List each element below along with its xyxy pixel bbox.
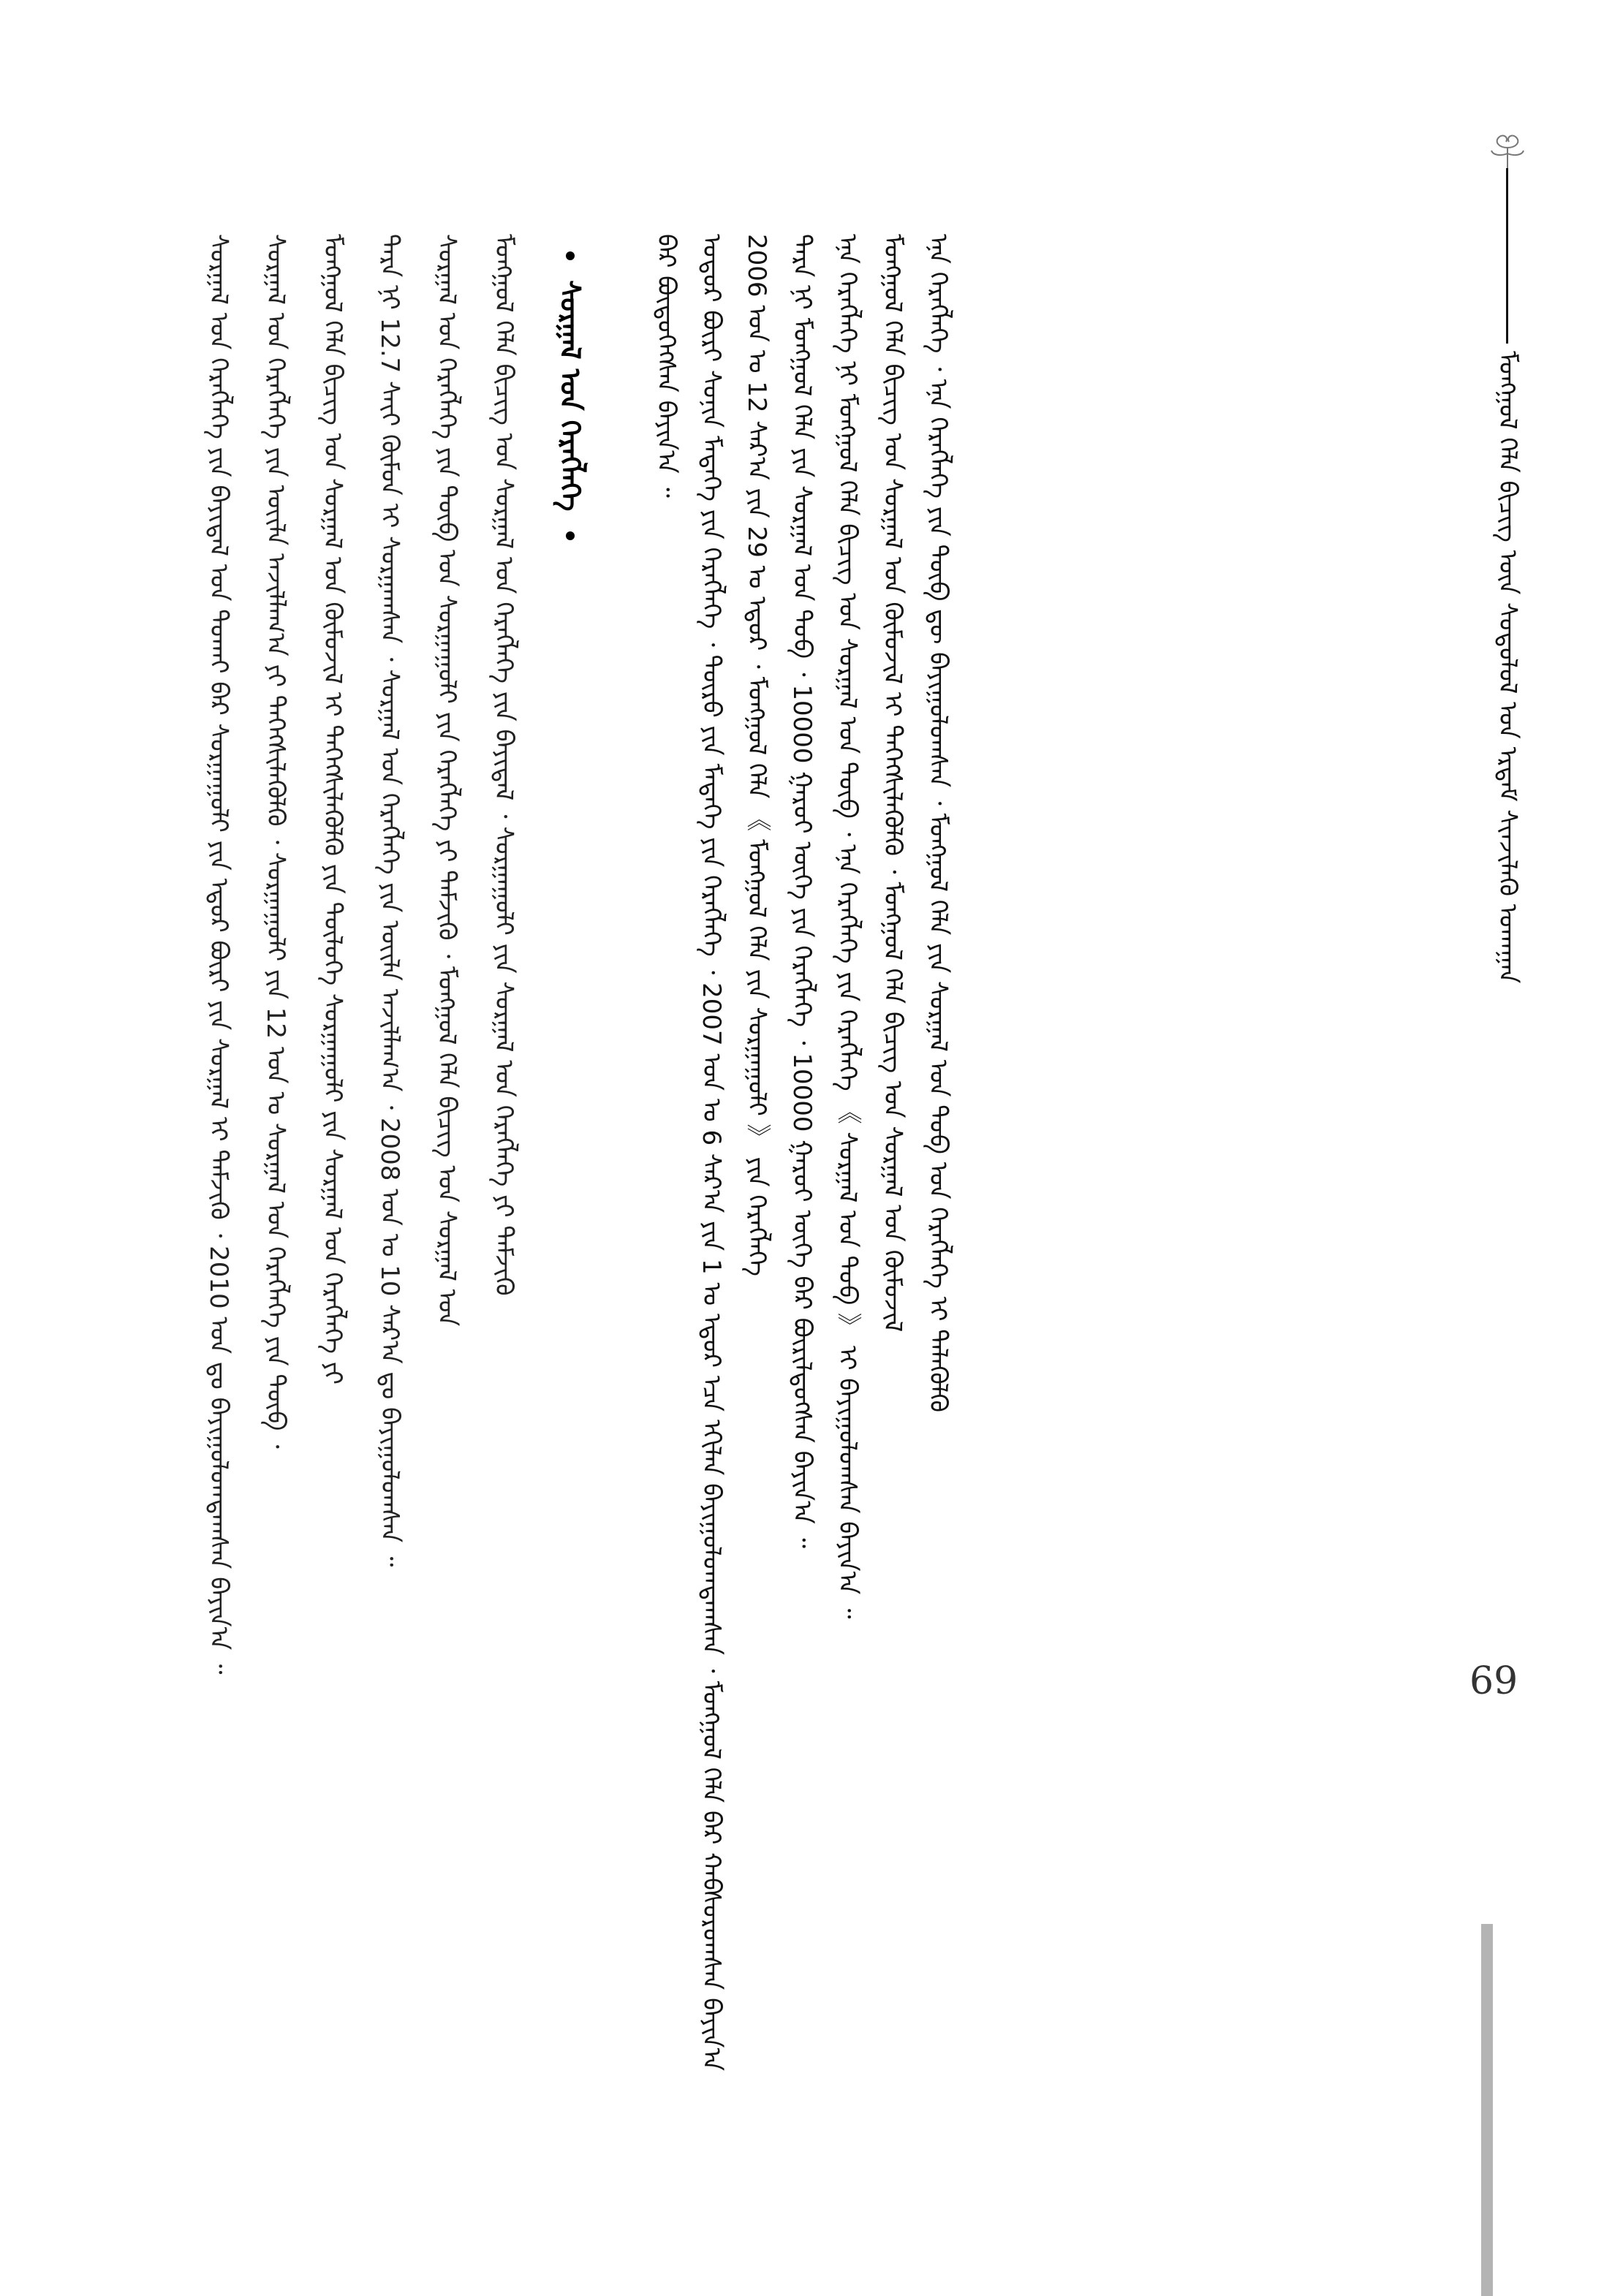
paragraph: ᠰᠤᠷᠭᠠᠯ ᠤᠨ ᠬᠡᠷᠡᠭᠯᠡᠭᠡ ᠶᠢᠨ ᠦᠢᠯᠡ ᠠᠵᠢᠯᠯᠠᠭ᠎ᠠ ᠶᠢ ᠳᠡᠭᠡᠭᠰᠢᠯᠡᠭᠦᠯᠬᠦ ᠂ ᠰᠤᠷᠭᠠᠭᠤᠯᠢ ᠶᠢᠨ 12 ᠣᠨ ᠤ ᠰᠤᠷᠭᠠᠯ ᠤᠨ ᠬᠡᠷᠡᠭᠯᠡᠭᠡ ᠶᠢᠨ ᠲᠦᠪ ᠂ — [261, 234, 290, 1449]
lower-body-text — [190, 234, 534, 2273]
paragraph: ᠰᠤᠷᠭᠠᠯ ᠤᠨ ᠬᠡᠷᠡᠭᠯᠡᠭᠡ ᠶᠢᠨ ᠲᠦᠪ ᠤᠨ ᠰᠤᠷᠭᠠᠭᠤᠯᠢ ᠶᠢᠨ ᠬᠡᠷᠡᠭᠯᠡᠭᠡ ᠶᠢ ᠳᠡᠮᠵᠢᠬᠦ ᠂ ᠮᠣᠩᠭᠣᠯ ᠬᠡᠯᠡ ᠪᠢᠴᠢᠭ ᠤᠨ ᠰᠤᠷᠭᠠᠯ ᠤᠨ — [432, 234, 461, 1327]
paragraph: ᠡᠨᠡ ᠬᠡᠷᠡᠭᠯᠡᠭᠡ ᠨᠢ ᠮᠣᠩᠭᠣᠯ ᠬᠡᠯᠡ ᠪᠢᠴᠢᠭ ᠤᠨ ᠰᠤᠷᠭᠠᠯ ᠤᠨ ᠲᠦᠪ ᠂ ᠡᠨᠡ ᠬᠡᠷᠡᠭᠯᠡᠭᠡ ᠶᠢᠨ ᠬᠡᠷᠡᠭᠯᠡᠭᠡ 《 ᠰᠤᠷᠭᠠᠯ ᠤᠨ ᠲᠣᠪ 》 ᠢ ᠪᠠᠶᠢᠭᠤᠯᠤᠭᠰᠠᠨ ᠪᠠᠶᠢᠨ᠎ᠠ ᠃ — [833, 234, 862, 1619]
bullet-icon — [566, 251, 575, 260]
thumb-tab — [1481, 1924, 1493, 2296]
paragraph: ᠪᠠᠷ ᠪᠦᠲᠦᠭᠡᠭᠰᠡᠨ ᠪᠠᠶᠢᠨ᠎ᠠ ᠃ — [651, 234, 681, 498]
upper-body-text — [643, 234, 1316, 2273]
paragraph: ᠮᠣᠩᠭᠣᠯ ᠬᠡᠯᠡ ᠪᠢᠴᠢᠭ ᠤᠨ ᠰᠤᠷᠭᠠᠯ ᠤᠨ ᠬᠦᠮᠦᠵᠢᠯ ᠢ ᠳᠡᠭᠡᠭᠰᠢᠯᠡᠭᠦᠯᠬᠦ ᠶᠢᠨ ᠲᠥᠯᠦᠭᠡ ᠰᠤᠷᠭᠠᠭᠤᠯᠢ ᠶᠢᠨ ᠰᠤᠷᠭᠠᠯ ᠤᠨ ᠬᠡᠷᠡᠭᠯᠡᠭᠡ ᠶᠢ — [318, 234, 347, 1385]
paragraph: ᠲᠡᠷᠡ ᠨᠢ 12.7 ᠰᠠᠶ᠋ᠢ ᠬᠦᠮᠦᠨ ᠢ ᠰᠤᠷᠭᠠᠭᠰᠠᠨ ᠂ ᠰᠤᠷᠭᠠᠯ ᠤᠨ ᠬᠡᠷᠡᠭᠯᠡᠭᠡ ᠶᠢᠨ ᠦᠢᠯᠡ ᠠᠵᠢᠯᠯᠠᠭ᠎ᠠ ᠂ 2008 ᠣᠨ ᠤ 10 ᠰᠠᠷ᠎ᠠ ᠳᠤ ᠪᠠᠶᠢᠭᠤᠯᠤᠭᠰᠠᠨ ᠃ — [375, 234, 404, 1567]
bullet-icon — [566, 531, 575, 540]
header-rule — [1506, 168, 1508, 344]
section-heading-text: ᠰᠤᠷᠭᠠᠯ ᠤᠨ ᠬᠡᠷᠡᠭᠯᠡᠭᠡ — [554, 280, 586, 512]
header-ornament-icon — [1484, 132, 1531, 173]
paragraph: ᠤᠳᠤᠷ ᠪᠦᠷᠢ ᠰᠣᠨᠢᠨ ᠮᠡᠳᠡᠭᠡ ᠶᠢᠨ ᠬᠡᠷᠡᠭᠯᠡᠭᠡ ᠂ ᠲᠦᠷᠦ ᠶᠢᠨ ᠮᠡᠳᠡᠭᠡ ᠶᠢᠨ ᠬᠡᠷᠡᠭᠯᠡᠭᠡ ᠂ 2007 ᠣᠨ ᠤ 6 ᠰᠠᠷ᠎ᠠ ᠶᠢᠨ 1 ᠤ ᠡᠳᠦᠷ ᠡᠴᠡ ᠡᠬᠢᠯᠡᠨ ᠪᠠᠶᠢᠭᠤᠯᠤᠭᠳᠠᠭᠰᠠᠨ ᠂ ᠮᠣᠩᠭᠣᠯ ᠬᠡᠯᠡ ᠪᠡᠷ ᠬᠠᠪᠰᠤᠷᠤᠭᠰᠠᠨ ᠪᠠᠶᠢᠨ᠎ᠠ — [697, 234, 726, 2072]
paragraph: ᠲᠡᠷᠡ ᠨᠢ ᠮᠣᠩᠭᠣᠯ ᠬᠡᠯᠡ ᠶᠢᠨ ᠰᠤᠷᠭᠠᠯ ᠤᠨ ᠲᠣᠪ ᠂ 10000 ᠭᠠᠷᠤᠢ ᠦᠭᠡ ᠶᠢᠨ ᠬᠡᠷᠡᠭᠯᠡᠭᠡ ᠂ 10000 ᠭᠠᠷᠤᠢ ᠦᠭᠡ ᠪᠠᠷ ᠪᠦᠷᠢᠯᠳᠦᠭᠰᠡᠨ ᠪᠠᠶᠢᠨ᠎ᠠ ᠃ — [787, 234, 817, 1548]
section-heading — [545, 241, 596, 651]
paragraph: ᠮᠣᠩᠭᠣᠯ ᠬᠡᠯᠡ ᠪᠢᠴᠢᠭ ᠤᠨ ᠰᠤᠷᠭᠠᠯ ᠤᠨ ᠬᠡᠷᠡᠭᠯᠡᠭᠡ ᠶᠢᠨ ᠪᠠᠶᠢᠳᠠᠯ ᠂ ᠰᠤᠷᠭᠠᠭᠤᠯᠢ ᠶᠢᠨ ᠰᠤᠷᠭᠠᠯ ᠤᠨ ᠬᠡᠷᠡᠭᠯᠡᠭᠡ ᠶᠢ ᠳᠡᠮᠵᠢᠬᠦ — [489, 234, 518, 1296]
page-number: 69 — [1469, 1659, 1518, 1703]
paragraph: ᠡᠨᠡ ᠬᠡᠷᠡᠭᠯᠡᠭᠡ ᠂ ᠡᠨᠡ ᠬᠡᠷᠡᠭᠯᠡᠭᠡ ᠶᠢᠨ ᠲᠥᠪ ᠳᠦ ᠪᠠᠶᠢᠭᠤᠯᠤᠭᠰᠠᠨ ᠂ ᠮᠣᠩᠭᠣᠯ ᠬᠡᠯᠡ ᠶᠢᠨ ᠰᠤᠷᠭᠠᠯ ᠤᠨ ᠲᠣᠪ ᠤᠨ ᠬᠡᠷᠡᠭᠯᠡᠭᠡ ᠢ ᠲᠡᠯᠡᠭᠦᠯᠬᠦ — [923, 234, 953, 1413]
paragraph: ᠮᠣᠩᠭᠣᠯ ᠬᠡᠯᠡ ᠪᠢᠴᠢᠭ ᠤᠨ ᠰᠤᠷᠭᠠᠯ ᠤᠨ ᠬᠦᠮᠦᠵᠢᠯ ᠢ ᠳᠡᠭᠡᠭᠰᠢᠯᠡᠭᠦᠯᠬᠦ ᠂ ᠮᠣᠩᠭᠣᠯ ᠬᠡᠯᠡ ᠪᠢᠴᠢᠭ ᠤᠨ ᠰᠤᠷᠭᠠᠯ ᠤᠨ ᠬᠦᠮᠦᠵᠢᠯ — [878, 234, 907, 1333]
running-head: ᠮᠣᠩᠭᠣᠯ ᠬᠡᠯᠡ ᠪᠢᠴᠢᠭ ᠦᠨ ᠰᠤᠳᠤᠯᠤᠯ ᠤᠨ ᠡᠷᠳᠡᠮ ᠰᠢᠨᠵᠢᠯᠡᠬᠦ ᠤᠬᠠᠭᠠᠨ — [1493, 351, 1522, 984]
paragraph: ᠰᠤᠷᠭᠠᠯ ᠤᠨ ᠬᠡᠷᠡᠭᠯᠡᠭᠡ ᠶᠢᠨ ᠪᠠᠶᠢᠳᠠᠯ ᠤᠨ ᠲᠤᠬᠠᠢ ᠪᠡᠷ ᠰᠤᠷᠭᠠᠭᠤᠯᠢ ᠶᠢᠨ ᠡᠳᠦᠷ ᠪᠦᠷᠢ ᠶᠢᠨ ᠰᠤᠷᠭᠠᠯ ᠢ ᠳᠡᠮᠵᠢᠬᠦ ᠂ 2010 ᠣᠨ ᠳᠤ ᠪᠠᠶᠢᠭᠤᠯᠤᠭᠳᠠᠭᠰᠠᠨ ᠪᠠᠶᠢᠨ᠎ᠠ ᠃ — [204, 234, 233, 1675]
paragraph: 2006 ᠣᠨ ᠤ 12 ᠰᠠᠷ᠎ᠠ ᠶᠢᠨ 29 ᠤ ᠡᠳᠦᠷ ᠂ ᠮᠣᠩᠭᠣᠯ ᠬᠡᠯᠡ 《 ᠮᠣᠩᠭᠣᠯ ᠬᠡᠯᠡ ᠶᠢᠨ ᠰᠤᠷᠭᠠᠭᠤᠯᠢ 》 ᠶᠢᠨ ᠬᠡᠷᠡᠭᠯᠡᠭᠡ — [742, 234, 771, 1277]
